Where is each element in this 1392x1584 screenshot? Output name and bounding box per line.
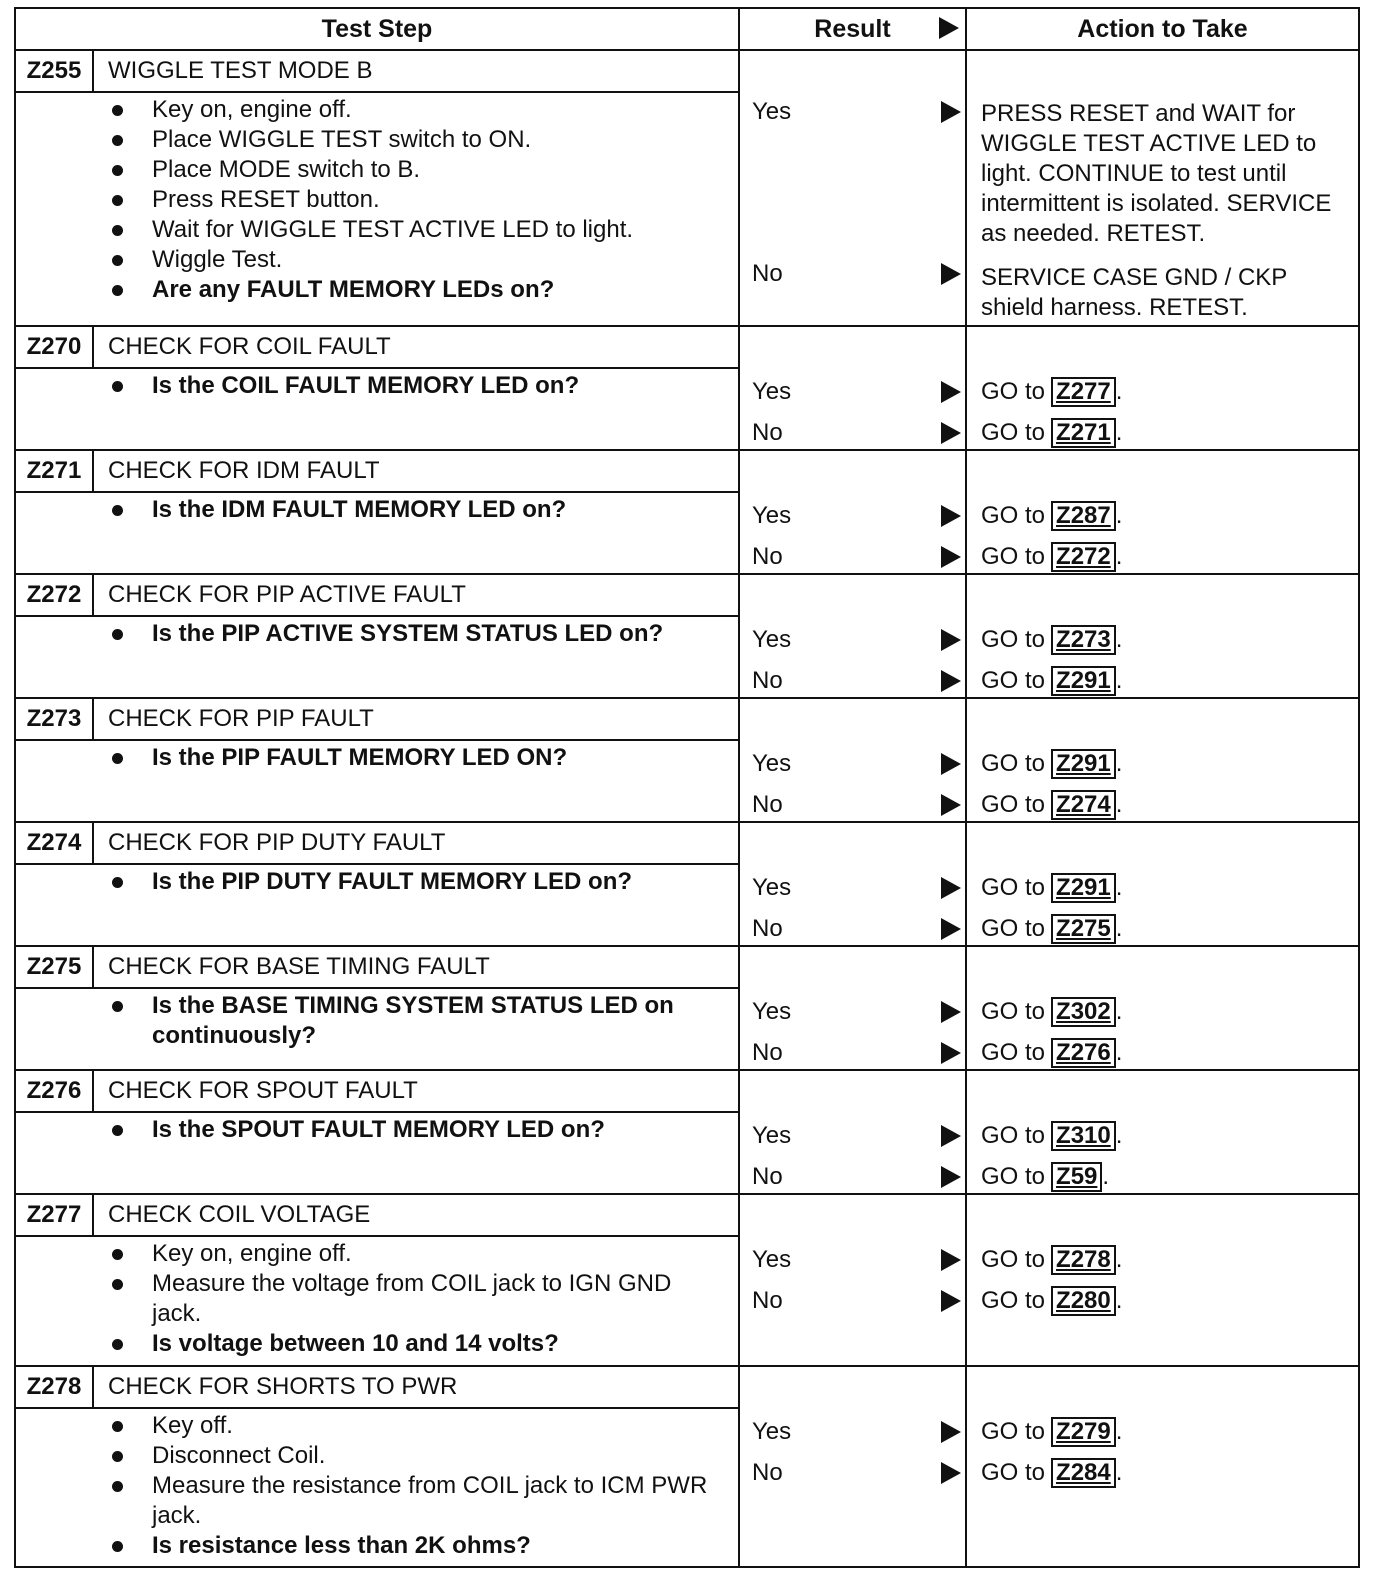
- result-yes-label: Yes: [752, 873, 792, 901]
- header-action: Action to Take: [1077, 14, 1248, 43]
- result-no-label: No: [752, 914, 783, 942]
- goto-label: GO to: [981, 873, 1046, 901]
- step-id: Z275: [16, 947, 94, 987]
- action-no: GO to Z291 .: [981, 666, 1123, 694]
- arrow-right-icon: [941, 1042, 961, 1064]
- step-row-z274: [16, 823, 1358, 947]
- arrow-right-icon: [941, 505, 961, 527]
- bullet-question: Is voltage between 10 and 14 volts?: [108, 1329, 688, 1359]
- step-title: CHECK FOR IDM FAULT: [108, 457, 380, 484]
- bullet-question: Is the PIP FAULT MEMORY LED ON?: [108, 743, 738, 773]
- goto-label: GO to: [981, 377, 1046, 405]
- result-yes-label: Yes: [752, 377, 792, 405]
- action-cell: [967, 823, 1358, 945]
- action-no: GO to Z271 .: [981, 418, 1123, 446]
- result-cell: [738, 51, 967, 325]
- step-header: [16, 575, 738, 617]
- step-title: CHECK COIL VOLTAGE: [108, 1201, 371, 1228]
- bullet-question: Are any FAULT MEMORY LEDs on?: [108, 275, 738, 305]
- step-bullets: [16, 865, 738, 905]
- goto-label: GO to: [981, 997, 1046, 1025]
- result-no-label: No: [752, 790, 783, 818]
- goto-step-link[interactable]: Z278: [1051, 1245, 1116, 1275]
- goto-label: GO to: [981, 790, 1046, 818]
- arrow-right-icon: [941, 1001, 961, 1023]
- goto-step-link[interactable]: Z276: [1051, 1038, 1116, 1068]
- action-no: GO to Z284 .: [981, 1458, 1123, 1486]
- step-bullets: [16, 741, 738, 781]
- step-title: CHECK FOR COIL FAULT: [108, 333, 391, 360]
- test-step-cell: [16, 51, 738, 325]
- result-no: [740, 1280, 965, 1321]
- action-no: GO to Z274 .: [981, 790, 1123, 818]
- arrow-right-icon: [941, 918, 961, 940]
- goto-step-link[interactable]: Z59: [1051, 1162, 1102, 1192]
- result-cell: [738, 947, 967, 1069]
- bullet-item: Key on, engine off.: [108, 1239, 688, 1269]
- step-header: [16, 51, 738, 93]
- step-id: Z276: [16, 1071, 94, 1111]
- result-no: [740, 784, 965, 825]
- action-yes: GO to Z278 .: [981, 1245, 1123, 1273]
- bullet-item: Press RESET button.: [108, 185, 738, 215]
- action-yes: GO to Z291 .: [981, 873, 1123, 901]
- action-yes: GO to Z273 .: [981, 625, 1123, 653]
- result-no-label: No: [752, 1286, 783, 1314]
- bullet-item: Key on, engine off.: [108, 95, 738, 125]
- action-no: GO to Z272 .: [981, 542, 1123, 570]
- result-yes-label: Yes: [752, 997, 792, 1025]
- action-yes: GO to Z302 .: [981, 997, 1123, 1025]
- step-row-z255: [16, 51, 1358, 327]
- action-cell: [967, 327, 1358, 449]
- action-cell: [967, 1195, 1358, 1365]
- action-no: GO to Z280 .: [981, 1286, 1123, 1314]
- step-row-z275: [16, 947, 1358, 1071]
- result-cell: [738, 327, 967, 449]
- goto-label: GO to: [981, 1245, 1046, 1273]
- bullet-question: Is the PIP DUTY FAULT MEMORY LED on?: [108, 867, 738, 897]
- step-row-z272: [16, 575, 1358, 699]
- result-yes: [740, 991, 965, 1032]
- result-yes: [740, 1115, 965, 1156]
- result-no: [740, 253, 965, 294]
- arrow-right-icon: [941, 1166, 961, 1188]
- bullet-question: Is resistance less than 2K ohms?: [108, 1531, 708, 1561]
- step-bullets: [16, 1237, 738, 1367]
- goto-label: GO to: [981, 1038, 1046, 1066]
- step-header: [16, 823, 738, 865]
- arrow-right-icon: [941, 794, 961, 816]
- table-header: [16, 9, 1358, 51]
- bullet-question: Is the IDM FAULT MEMORY LED on?: [108, 495, 738, 525]
- arrow-right-icon: [941, 1249, 961, 1271]
- arrow-right-icon: [941, 1421, 961, 1443]
- test-step-cell: [16, 451, 738, 573]
- step-title: CHECK FOR SHORTS TO PWR: [108, 1373, 458, 1400]
- step-row-z278: [16, 1367, 1358, 1566]
- action-no-text: SERVICE CASE GND / CKP shield harness. RETEST.: [981, 264, 1287, 321]
- action-cell: [967, 947, 1358, 1069]
- bullet-item: Place WIGGLE TEST switch to ON.: [108, 125, 738, 155]
- step-id: Z274: [16, 823, 94, 863]
- goto-step-link[interactable]: Z302: [1051, 997, 1116, 1027]
- result-cell: [738, 699, 967, 821]
- goto-label: GO to: [981, 1121, 1046, 1149]
- step-title: CHECK FOR PIP DUTY FAULT: [108, 829, 446, 856]
- goto-step-link[interactable]: Z291: [1051, 666, 1116, 696]
- bullet-item: Disconnect Coil.: [108, 1441, 708, 1471]
- goto-step-link[interactable]: Z280: [1051, 1286, 1116, 1316]
- header-result-label: Result: [814, 14, 891, 43]
- bullet-question: Is the PIP ACTIVE SYSTEM STATUS LED on?: [108, 619, 738, 649]
- step-id: Z270: [16, 327, 94, 367]
- result-yes: [740, 495, 965, 536]
- test-step-cell: [16, 699, 738, 821]
- goto-label: GO to: [981, 501, 1046, 529]
- result-no: [740, 412, 965, 453]
- result-yes: [740, 619, 965, 660]
- result-yes: [740, 867, 965, 908]
- test-step-cell: [16, 1071, 738, 1193]
- step-header: [16, 327, 738, 369]
- test-step-cell: [16, 947, 738, 1069]
- step-row-z273: [16, 699, 1358, 823]
- arrow-right-icon: [941, 546, 961, 568]
- goto-label: GO to: [981, 418, 1046, 446]
- arrow-right-icon: [941, 670, 961, 692]
- result-no-label: No: [752, 1038, 783, 1066]
- result-no: [740, 908, 965, 949]
- action-cell: [967, 1071, 1358, 1193]
- result-yes-label: Yes: [752, 749, 792, 777]
- goto-label: GO to: [981, 914, 1046, 942]
- test-step-cell: [16, 1195, 738, 1365]
- goto-label: GO to: [981, 1458, 1046, 1486]
- goto-step-link[interactable]: Z279: [1051, 1417, 1116, 1447]
- result-yes-label: Yes: [752, 625, 792, 653]
- arrow-right-icon: [941, 422, 961, 444]
- bullet-item: Place MODE switch to B.: [108, 155, 738, 185]
- result-no: [740, 1032, 965, 1073]
- bullet-item: Wait for WIGGLE TEST ACTIVE LED to light.: [108, 215, 738, 245]
- header-result: [738, 9, 967, 49]
- goto-step-link[interactable]: Z272: [1051, 542, 1116, 572]
- goto-step-link[interactable]: Z274: [1051, 790, 1116, 820]
- result-no-label: No: [752, 542, 783, 570]
- action-no: GO to Z59 .: [981, 1162, 1110, 1190]
- result-cell: [738, 1195, 967, 1365]
- action-cell: [967, 451, 1358, 573]
- arrow-right-icon: [941, 877, 961, 899]
- bullet-item: Measure the voltage from COIL jack to IGN GND jack.: [108, 1269, 688, 1329]
- step-header: [16, 1195, 738, 1237]
- arrow-right-icon: [941, 629, 961, 651]
- step-row-z276: [16, 1071, 1358, 1195]
- bullet-item: Wiggle Test.: [108, 245, 738, 275]
- action-cell: [967, 1367, 1358, 1566]
- result-yes: [740, 1239, 965, 1280]
- goto-label: GO to: [981, 542, 1046, 570]
- result-yes-label: Yes: [752, 1245, 792, 1273]
- test-step-cell: [16, 575, 738, 697]
- step-title: CHECK FOR PIP FAULT: [108, 705, 374, 732]
- bullet-question: Is the COIL FAULT MEMORY LED on?: [108, 371, 738, 401]
- goto-label: GO to: [981, 1162, 1046, 1190]
- goto-label: GO to: [981, 1286, 1046, 1314]
- header-test-step: Test Step: [321, 14, 433, 43]
- goto-step-link[interactable]: Z284: [1051, 1458, 1116, 1488]
- result-yes: [740, 1411, 965, 1452]
- step-bullets: [16, 93, 738, 313]
- step-bullets: [16, 1113, 738, 1153]
- goto-label: GO to: [981, 625, 1046, 653]
- step-row-z271: [16, 451, 1358, 575]
- bullet-item: Key off.: [108, 1411, 708, 1441]
- step-id: Z271: [16, 451, 94, 491]
- result-yes: [740, 91, 965, 132]
- step-id: Z272: [16, 575, 94, 615]
- step-id: Z273: [16, 699, 94, 739]
- arrow-right-icon: [941, 1125, 961, 1147]
- action-no: GO to Z276 .: [981, 1038, 1123, 1066]
- action-yes: GO to Z279 .: [981, 1417, 1123, 1445]
- result-cell: [738, 823, 967, 945]
- step-header: [16, 1367, 738, 1409]
- step-bullets: [16, 369, 738, 409]
- test-step-cell: [16, 1367, 738, 1566]
- result-no-label: No: [752, 418, 783, 446]
- step-id: Z255: [16, 51, 94, 91]
- result-cell: [738, 451, 967, 573]
- test-step-cell: [16, 327, 738, 449]
- step-header: [16, 947, 738, 989]
- step-title: CHECK FOR BASE TIMING FAULT: [108, 953, 490, 980]
- bullet-question: Is the BASE TIMING SYSTEM STATUS LED on continuously?: [108, 991, 698, 1051]
- result-cell: [738, 575, 967, 697]
- action-yes: GO to Z277 .: [981, 377, 1123, 405]
- step-bullets: [16, 493, 738, 533]
- step-header: [16, 451, 738, 493]
- step-title: CHECK FOR PIP ACTIVE FAULT: [108, 581, 466, 608]
- result-cell: [738, 1367, 967, 1566]
- goto-label: GO to: [981, 749, 1046, 777]
- bullet-question: Is the SPOUT FAULT MEMORY LED on?: [108, 1115, 738, 1145]
- result-no: [740, 1156, 965, 1197]
- result-cell: [738, 1071, 967, 1193]
- action-cell: [967, 699, 1358, 821]
- result-yes: [740, 743, 965, 784]
- step-row-z270: [16, 327, 1358, 451]
- arrow-right-icon: [941, 263, 961, 285]
- arrow-right-icon: [941, 753, 961, 775]
- goto-step-link[interactable]: Z271: [1051, 418, 1116, 448]
- result-no: [740, 660, 965, 701]
- action-yes: GO to Z291 .: [981, 749, 1123, 777]
- step-title: WIGGLE TEST MODE B: [108, 57, 373, 84]
- result-yes-label: Yes: [752, 501, 792, 529]
- goto-step-link[interactable]: Z277: [1051, 377, 1116, 407]
- result-no: [740, 536, 965, 577]
- goto-step-link[interactable]: Z291: [1051, 873, 1116, 903]
- arrow-right-icon: [939, 17, 959, 39]
- action-yes-text: PRESS RESET and WAIT for WIGGLE TEST ACTIVE LED to light. CONTINUE to test until intermittent is isolated. SERVICE as needed. RETEST.: [981, 100, 1332, 247]
- goto-step-link[interactable]: Z273: [1051, 625, 1116, 655]
- result-no-label: No: [752, 1162, 783, 1190]
- action-yes: GO to Z287 .: [981, 501, 1123, 529]
- step-bullets: [16, 617, 738, 657]
- goto-step-link[interactable]: Z291: [1051, 749, 1116, 779]
- step-id: Z277: [16, 1195, 94, 1235]
- result-no: [740, 1452, 965, 1493]
- goto-step-link[interactable]: Z287: [1051, 501, 1116, 531]
- step-header: [16, 699, 738, 741]
- step-row-z277: [16, 1195, 1358, 1367]
- goto-step-link[interactable]: Z275: [1051, 914, 1116, 944]
- goto-step-link[interactable]: Z310: [1051, 1121, 1116, 1151]
- step-bullets: [16, 1409, 738, 1569]
- action-no: GO to Z275 .: [981, 914, 1123, 942]
- action-cell: [967, 51, 1358, 325]
- result-no-label: No: [752, 666, 783, 694]
- goto-label: GO to: [981, 1417, 1046, 1445]
- result-yes-label: Yes: [752, 1121, 792, 1149]
- test-step-cell: [16, 823, 738, 945]
- arrow-right-icon: [941, 101, 961, 123]
- result-yes-label: Yes: [752, 97, 792, 125]
- arrow-right-icon: [941, 381, 961, 403]
- step-id: Z278: [16, 1367, 94, 1407]
- result-yes: [740, 371, 965, 412]
- diagnostic-table: [14, 7, 1360, 1568]
- step-header: [16, 1071, 738, 1113]
- result-no-label: No: [752, 1458, 783, 1486]
- arrow-right-icon: [941, 1290, 961, 1312]
- step-title: CHECK FOR SPOUT FAULT: [108, 1077, 418, 1104]
- result-yes-label: Yes: [752, 1417, 792, 1445]
- bullet-item: Measure the resistance from COIL jack to ICM PWR jack.: [108, 1471, 708, 1531]
- step-bullets: [16, 989, 738, 1059]
- arrow-right-icon: [941, 1462, 961, 1484]
- goto-label: GO to: [981, 666, 1046, 694]
- action-cell: [967, 575, 1358, 697]
- result-no-label: No: [752, 259, 783, 287]
- action-yes: GO to Z310 .: [981, 1121, 1123, 1149]
